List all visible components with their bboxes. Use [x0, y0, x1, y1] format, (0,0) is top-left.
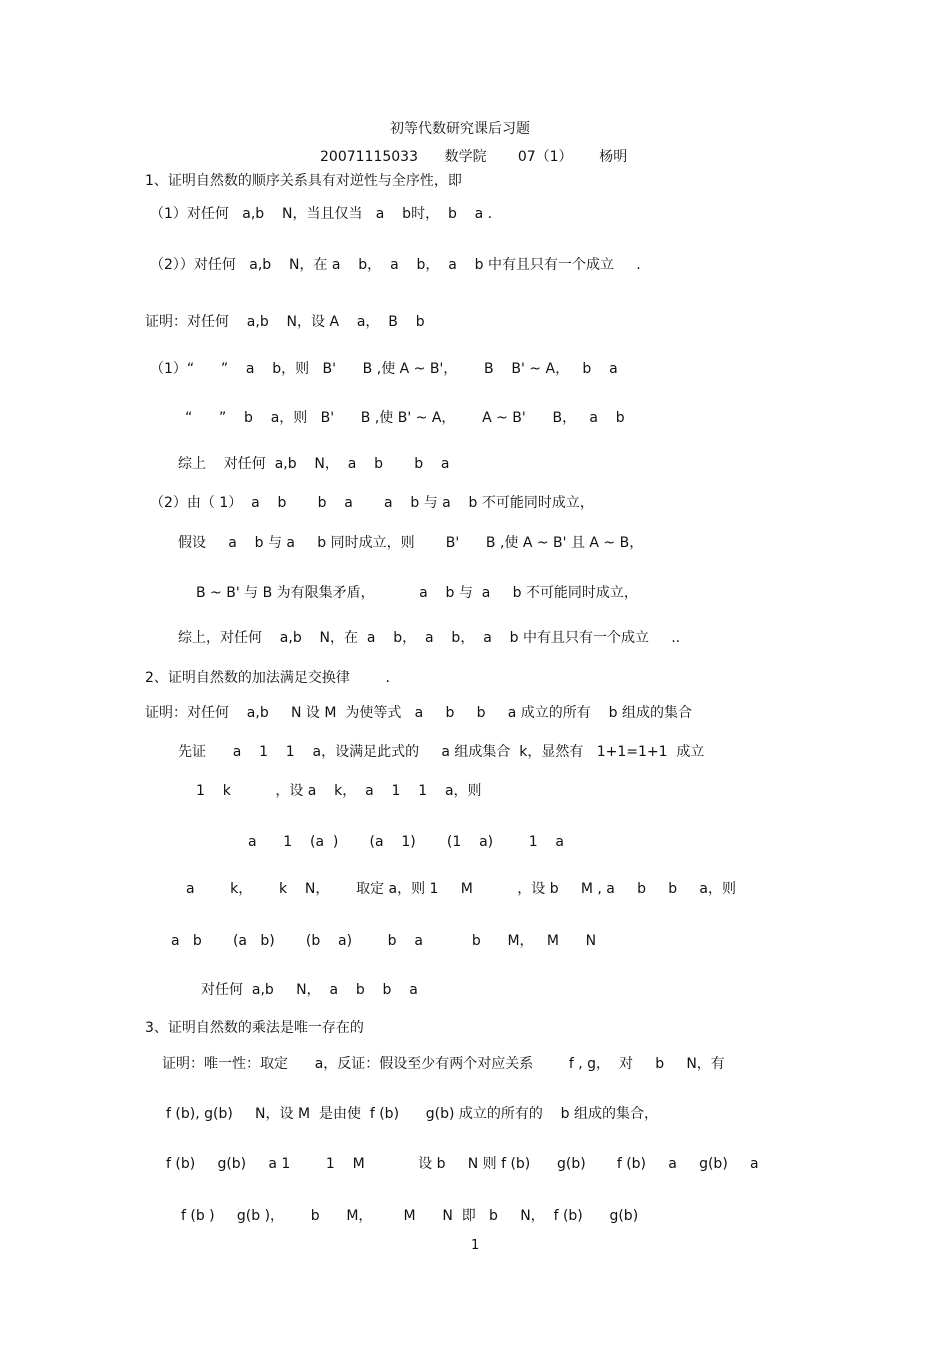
text-line: 1 k ，设 a k， a 1 1 a，则 [196, 783, 482, 799]
formula-line: a 1 (a ) (a 1) (1 a) 1 a [248, 834, 565, 850]
formula-line: f (b) g(b) a 1 1 M 设 b N 则 f (b) g(b) f (b) a g(b) a [166, 1156, 759, 1172]
problem-2-heading: 2、证明自然数的加法满足交换律 . [145, 670, 390, 686]
text-line: 假设 a b 与 a b 同时成立，则 B' B ,使 A ~ B' 且 A ~ B， [178, 535, 644, 551]
author-line: 20071115033 数学院 07（1） 杨明 [320, 149, 628, 165]
proof-line: 证明：对任何 a,b N，设 A a， B b [145, 314, 425, 330]
text-line: （2）由（ 1） a b b a a b 与 a b 不可能同时成立， [150, 495, 594, 511]
text-line: （1）对任何 a,b N，当且仅当 a b时， b a . [150, 206, 493, 222]
proof-line: 证明：唯一性：取定 a，反证：假设至少有两个对应关系 f , g， 对 b N，有 [162, 1056, 725, 1072]
problem-3-heading: 3、证明自然数的乘法是唯一存在的 [145, 1020, 364, 1036]
text-line: a k， k N， 取定 a，则 1 M ，设 b M , a b b a，则 [186, 881, 736, 897]
text-line: “ ” b a，则 B' B ,使 B' ~ A， A ~ B' B， a b [185, 410, 625, 426]
text-line: 先证 a 1 1 a，设满足此式的 a 组成集合 k，显然有 1+1=1+1 成立 [178, 744, 705, 760]
text-line: B ~ B' 与 B 为有限集矛盾， a b 与 a b 不可能同时成立， [196, 585, 638, 601]
text-line: 综上 对任何 a,b N， a b b a [178, 456, 450, 472]
text-line: （1）“ ” a b，则 B' B ,使 A ~ B'， B B' ~ A， b a [150, 361, 618, 377]
formula-line: f (b ) g(b )， b M， M N 即 b N， f (b) g(b) [181, 1208, 639, 1224]
problem-1-heading: 1、证明自然数的顺序关系具有对逆性与全序性，即 [145, 173, 462, 189]
text-line: （2））对任何 a,b N，在 a b， a b， a b 中有且只有一个成立 . [150, 257, 641, 273]
text-line: 对任何 a,b N， a b b a [201, 982, 418, 998]
text-line: f (b), g(b) N，设 M 是由使 f (b) g(b) 成立的所有的 b 组成的集合， [166, 1106, 659, 1122]
document-title: 初等代数研究课后习题 [390, 121, 530, 137]
page-number: 1 [471, 1238, 480, 1253]
formula-line: a b (a b) (b a) b a b M， M N [171, 933, 597, 949]
text-line: 综上，对任何 a,b N，在 a b， a b， a b 中有且只有一个成立 .. [178, 630, 681, 646]
proof-line: 证明：对任何 a,b N 设 M 为使等式 a b b a 成立的所有 b 组成的集合 [145, 705, 692, 721]
